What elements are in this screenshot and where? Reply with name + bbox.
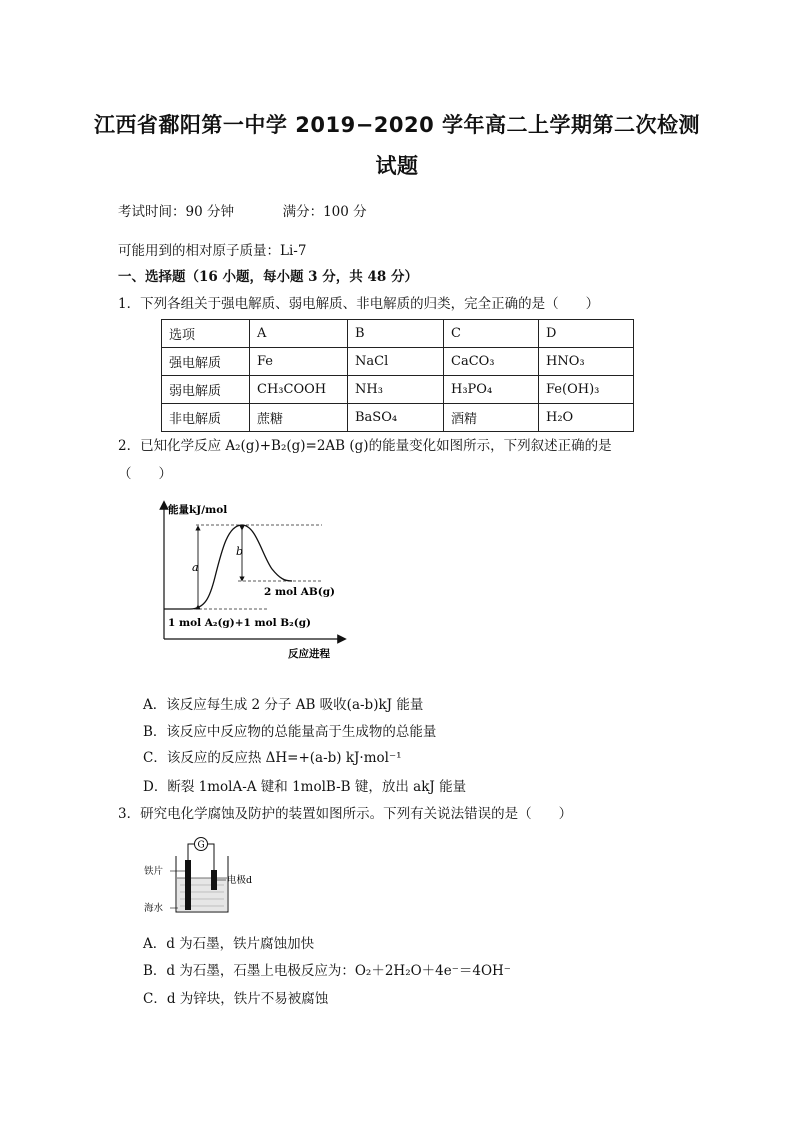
question-3-option-c: C．d 为锌块，铁片不易被腐蚀 — [143, 991, 329, 1007]
reactant-label: 1 mol A₂(g)+1 mol B₂(g) — [168, 617, 312, 629]
question-2-stem: 2．已知化学反应 A₂(g)+B₂(g)=2AB (g)的能量变化如图所示，下列叙述正确的是 — [118, 438, 612, 454]
table-cell: 选项 — [162, 320, 250, 348]
label-b: b — [236, 545, 244, 558]
table-cell: CH₃COOH — [250, 376, 348, 404]
question-1-stem: 1．下列各组关于强电解质、弱电解质、非电解质的归类，完全正确的是（ ） — [118, 296, 600, 312]
table-cell: 弱电解质 — [162, 376, 250, 404]
table-cell: H₂O — [539, 404, 634, 432]
electrode-d — [211, 870, 217, 890]
table-cell: NaCl — [348, 348, 444, 376]
atomic-mass-note: 可能用到的相对原子质量：Li-7 — [118, 243, 307, 259]
table-cell: H₃PO₄ — [444, 376, 539, 404]
electrode-label: 电极d — [227, 875, 253, 886]
iron-sheet — [185, 860, 191, 910]
wire-right — [208, 844, 214, 870]
table-cell: A — [250, 320, 348, 348]
table-header-row — [162, 320, 634, 348]
product-label: 2 mol AB(g) — [264, 586, 336, 598]
question-3-stem: 3．研究电化学腐蚀及防护的装置如图所示。下列有关说法错误的是（ ） — [118, 806, 573, 822]
table-cell: BaSO₄ — [348, 404, 444, 432]
question-2-option-b: B．该反应中反应物的总能量高于生成物的总能量 — [143, 724, 437, 740]
seawater-label: 海水 — [144, 903, 164, 914]
table-cell: CaCO₃ — [444, 348, 539, 376]
question-3-option-a: A．d 为石墨，铁片腐蚀加快 — [143, 936, 315, 952]
reaction-progress-label: 反应进程 — [288, 648, 330, 660]
exam-time: 考试时间：90 分钟 — [118, 204, 234, 220]
exam-score: 满分：100 分 — [282, 204, 367, 220]
wire-left — [188, 844, 194, 860]
table-cell: Fe — [250, 348, 348, 376]
section-heading: 一、选择题（16 小题，每小题 3 分，共 48 分） — [118, 269, 418, 285]
table-cell: 非电解质 — [162, 404, 250, 432]
table-cell: 酒精 — [444, 404, 539, 432]
table-cell: 蔗糖 — [250, 404, 348, 432]
energy-axis-label: 能量kJ/mol — [168, 504, 228, 516]
question-3-option-b: B．d 为石墨，石墨上电极反应为：O₂＋2H₂O＋4e⁻＝4OH⁻ — [143, 963, 511, 979]
question-2-option-c: C．该反应的反应热 ΔH=+(a-b) kJ·mol⁻¹ — [143, 750, 402, 766]
table-row — [162, 376, 634, 404]
table-cell: HNO₃ — [539, 348, 634, 376]
table-row — [162, 404, 634, 432]
table-cell: B — [348, 320, 444, 348]
exam-info — [118, 200, 367, 220]
corrosion-apparatus — [142, 830, 272, 920]
question-2-option-a: A．该反应每生成 2 分子 AB 吸收(a-b)kJ 能量 — [143, 697, 424, 713]
question-2-paren: （ ） — [118, 466, 172, 482]
iron-label: 铁片 — [144, 866, 164, 877]
page-title-cont: 试题 — [375, 154, 419, 178]
table-cell: D — [539, 320, 634, 348]
label-a: a — [192, 561, 199, 574]
energy-diagram — [150, 497, 360, 667]
table-row — [162, 348, 634, 376]
table-cell: 强电解质 — [162, 348, 250, 376]
table-cell: Fe(OH)₃ — [539, 376, 634, 404]
table-cell: C — [444, 320, 539, 348]
page-title: 江西省鄱阳第一中学 2019−2020 学年高二上学期第二次检测 — [93, 113, 701, 137]
question-1-table — [161, 319, 634, 432]
galvanometer-label: G — [197, 840, 205, 851]
table-cell: NH₃ — [348, 376, 444, 404]
question-2-option-d: D．断裂 1molA-A 键和 1molB-B 键，放出 akJ 能量 — [143, 779, 467, 795]
